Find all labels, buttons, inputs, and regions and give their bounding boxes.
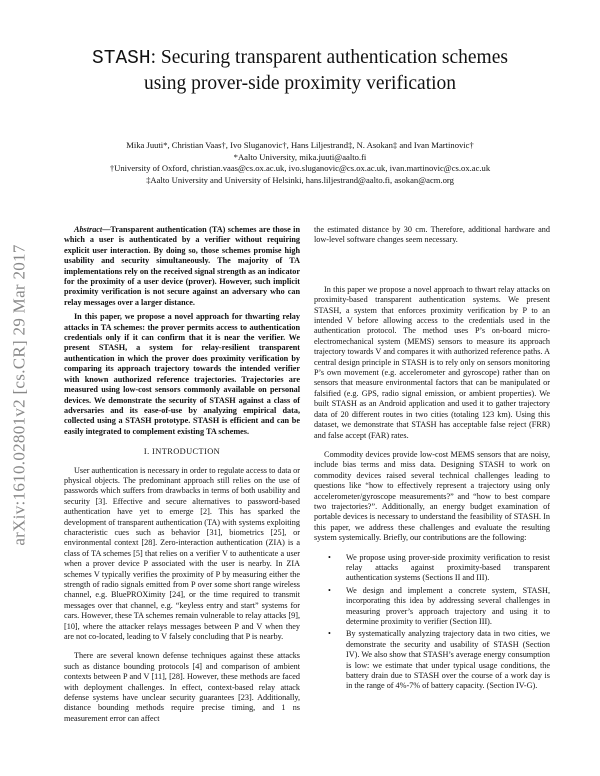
list-item: • By systematically analyzing trajectory data in two cities, we demonstrate the security and usability of STASH (Section IV). We also show that STASH’s average energy consumption is low: we estimate that under typical usage conditions, the battery drain due to STASH over the course of a work day is in the range of 4%-7% of battery capacity. (Section IV-G). xyxy=(328,629,550,691)
right-paragraph-0: the estimated distance by 30 cm. Therefore, additional hardware and low-level software changes seem necessary. xyxy=(314,225,550,245)
left-column xyxy=(64,225,300,733)
affiliation-aalto: *Aalto University, mika.juuti@aalto.fi xyxy=(233,151,367,162)
column-gap xyxy=(314,255,550,285)
contributions-list xyxy=(314,553,550,692)
section-heading-introduction: I. INTRODUCTION xyxy=(143,447,221,457)
author-names: Mika Juuti*, Christian Vaas†, Ivo Sluganovic†, Hans Liljestrand‡, N. Asokan‡ and Ivan Martinovic† xyxy=(126,140,474,150)
right-column xyxy=(314,225,550,694)
abstract-paragraph-1: Abstract—Transparent authentication (TA) schemes are those in which a user is authenticated by a verifier without requiring explicit user interaction. By doing so, those schemes promise high usability and security simultaneously. The majority of TA implementations rely on the received signal strength as an indicator for the proximity of a user device (prover). However, such implicit proximity verification is not secure against an adversary who can relay messages over a larger distance. xyxy=(64,225,300,307)
title-system-name: STASH xyxy=(92,47,151,69)
list-item: • We design and implement a concrete system, STASH, incorporating this idea by addressing several challenges in measuring prover’s approach trajectory and using it to determine proximity to verifier (Section III). xyxy=(328,586,550,628)
author-block xyxy=(40,140,560,186)
abstract-paragraph-2: In this paper, we propose a novel approach for thwarting relay attacks in TA schemes: the prover permits access to authentication credentials only if it can confirm that it is near the verifier. We present STASH, a system for relay-resilient transparent authentication in which the prover does proximity verification by comparing its approach trajectory towards the intended verifier with known authorized reference trajectories. Trajectories are measured using low-cost sensors commonly available on personal devices. We demonstrate the security of STASH against a class of adversaries and its ease-of-use by analyzing empirical data, collected using a STASH prototype. STASH is efficient and can be easily integrated to complement existing TA schemes. xyxy=(64,312,300,436)
affiliation-helsinki: ‡Aalto University and University of Helsinki, hans.liljestrand@aalto.fi, asokan@acm.org xyxy=(146,174,454,185)
right-paragraph-2: Commodity devices provide low-cost MEMS sensors that are noisy, include bias terms and miss data. Designing STASH to work on commodity devices raised several technical challenges leading to questions like “how to effectively represent a trajectory using only accelerometer/gyroscope measurements?” and “how to best compare two trajectories?”. Additionally, an energy budget examination of portable devices is necessary to understand the feasibility of STASH. In this paper, we address these challenges and evaluate the resulting system systemically. Briefly, our contributions are the following: xyxy=(314,449,550,543)
right-paragraph-1: In this paper we propose a novel approach to thwart relay attacks on proximity-based transparent authentication systems. We present STASH, a system that enforces proximity verification by P to an intended V before allowing access to the credentials used in the authentication protocol. The method uses P’s on-board micro-electromechanical system (MEMS) sensors to measure its approach trajectory towards V and compares it with authorized reference paths. A central design principle in STASH is to rely only on sensors monitoring P’s own movement (e.g. accelerometer and gyroscope) rather than on sensors that measure environmental factors that can be manipulated or falsified (e.g. GPS, radio signal emission, or ambient properties). We built STASH as an Android application and used it to gather trajectory data of 20 different routes in two cities (totaling 123 km). Using this dataset, we demonstrate that STASH has acceptable false reject (FRR) and false accept (FAR) rates. xyxy=(314,284,550,440)
affiliation-oxford: †University of Oxford, christian.vaas@cs.ox.ac.uk, ivo.sluganovic@cs.ox.ac.uk, ivan.martinovic@cs.ox.ac.uk xyxy=(109,163,491,173)
intro-paragraph-1: User authentication is necessary in order to regulate access to data or physical objects. The predominant approach still relies on the use of passwords which suffers from drawbacks in terms of both usability and security [3]. Effective and secure alternatives to password-based authentication have yet to emerge [2]. This has sparked the development of transparent authentication (TA) with systems exploiting characteristic cues such as behavior [31], biometrics [25], or environmental context [28]. Zero-interaction authentication (ZIA) is a class of TA schemes [5] that relies on a verifier V to authenticate a user when a prover device P associated with the user is nearby. In ZIA schemes V typically verifies the proximity of P by measuring either the strength of radio signals emitted from P over some short range wireless channel, e.g. BluePROXimity [24], or the time required to transmit messages over that channel, e.g. “keyless entry and start” systems for cars. However, these TA schemes remain vulnerable to relay attacks [9], [10], where the attacker relays messages between P and V when they are not co-located, leading to V falsely concluding that P is nearby. xyxy=(64,465,300,642)
title-line2: using prover-side proximity verification xyxy=(143,73,457,94)
title-line1: : Securing transparent authentication schemes xyxy=(150,47,508,68)
list-item: • We propose using prover-side proximity verification to resist relay attacks against proximity-based transparent authentication systems (Sections II and III). xyxy=(328,553,550,584)
abstract-label: Abstract xyxy=(74,225,103,234)
intro-paragraph-2: There are several known defense techniques against these attacks such as distance bounding protocols [4] and comparison of ambient contexts between P and V [11], [28]. However, these methods are faced with deployment challenges. In effect, context-based relay attack defense systems have unclear security guarantees [23]. Additionally, distance bounding methods require precise timing, and 1 ns measurement error can affect xyxy=(64,651,300,723)
paper-title xyxy=(40,45,560,97)
arxiv-stamp: arXiv:1610.02801v2 [cs.CR] 29 Mar 2017 xyxy=(10,244,30,546)
